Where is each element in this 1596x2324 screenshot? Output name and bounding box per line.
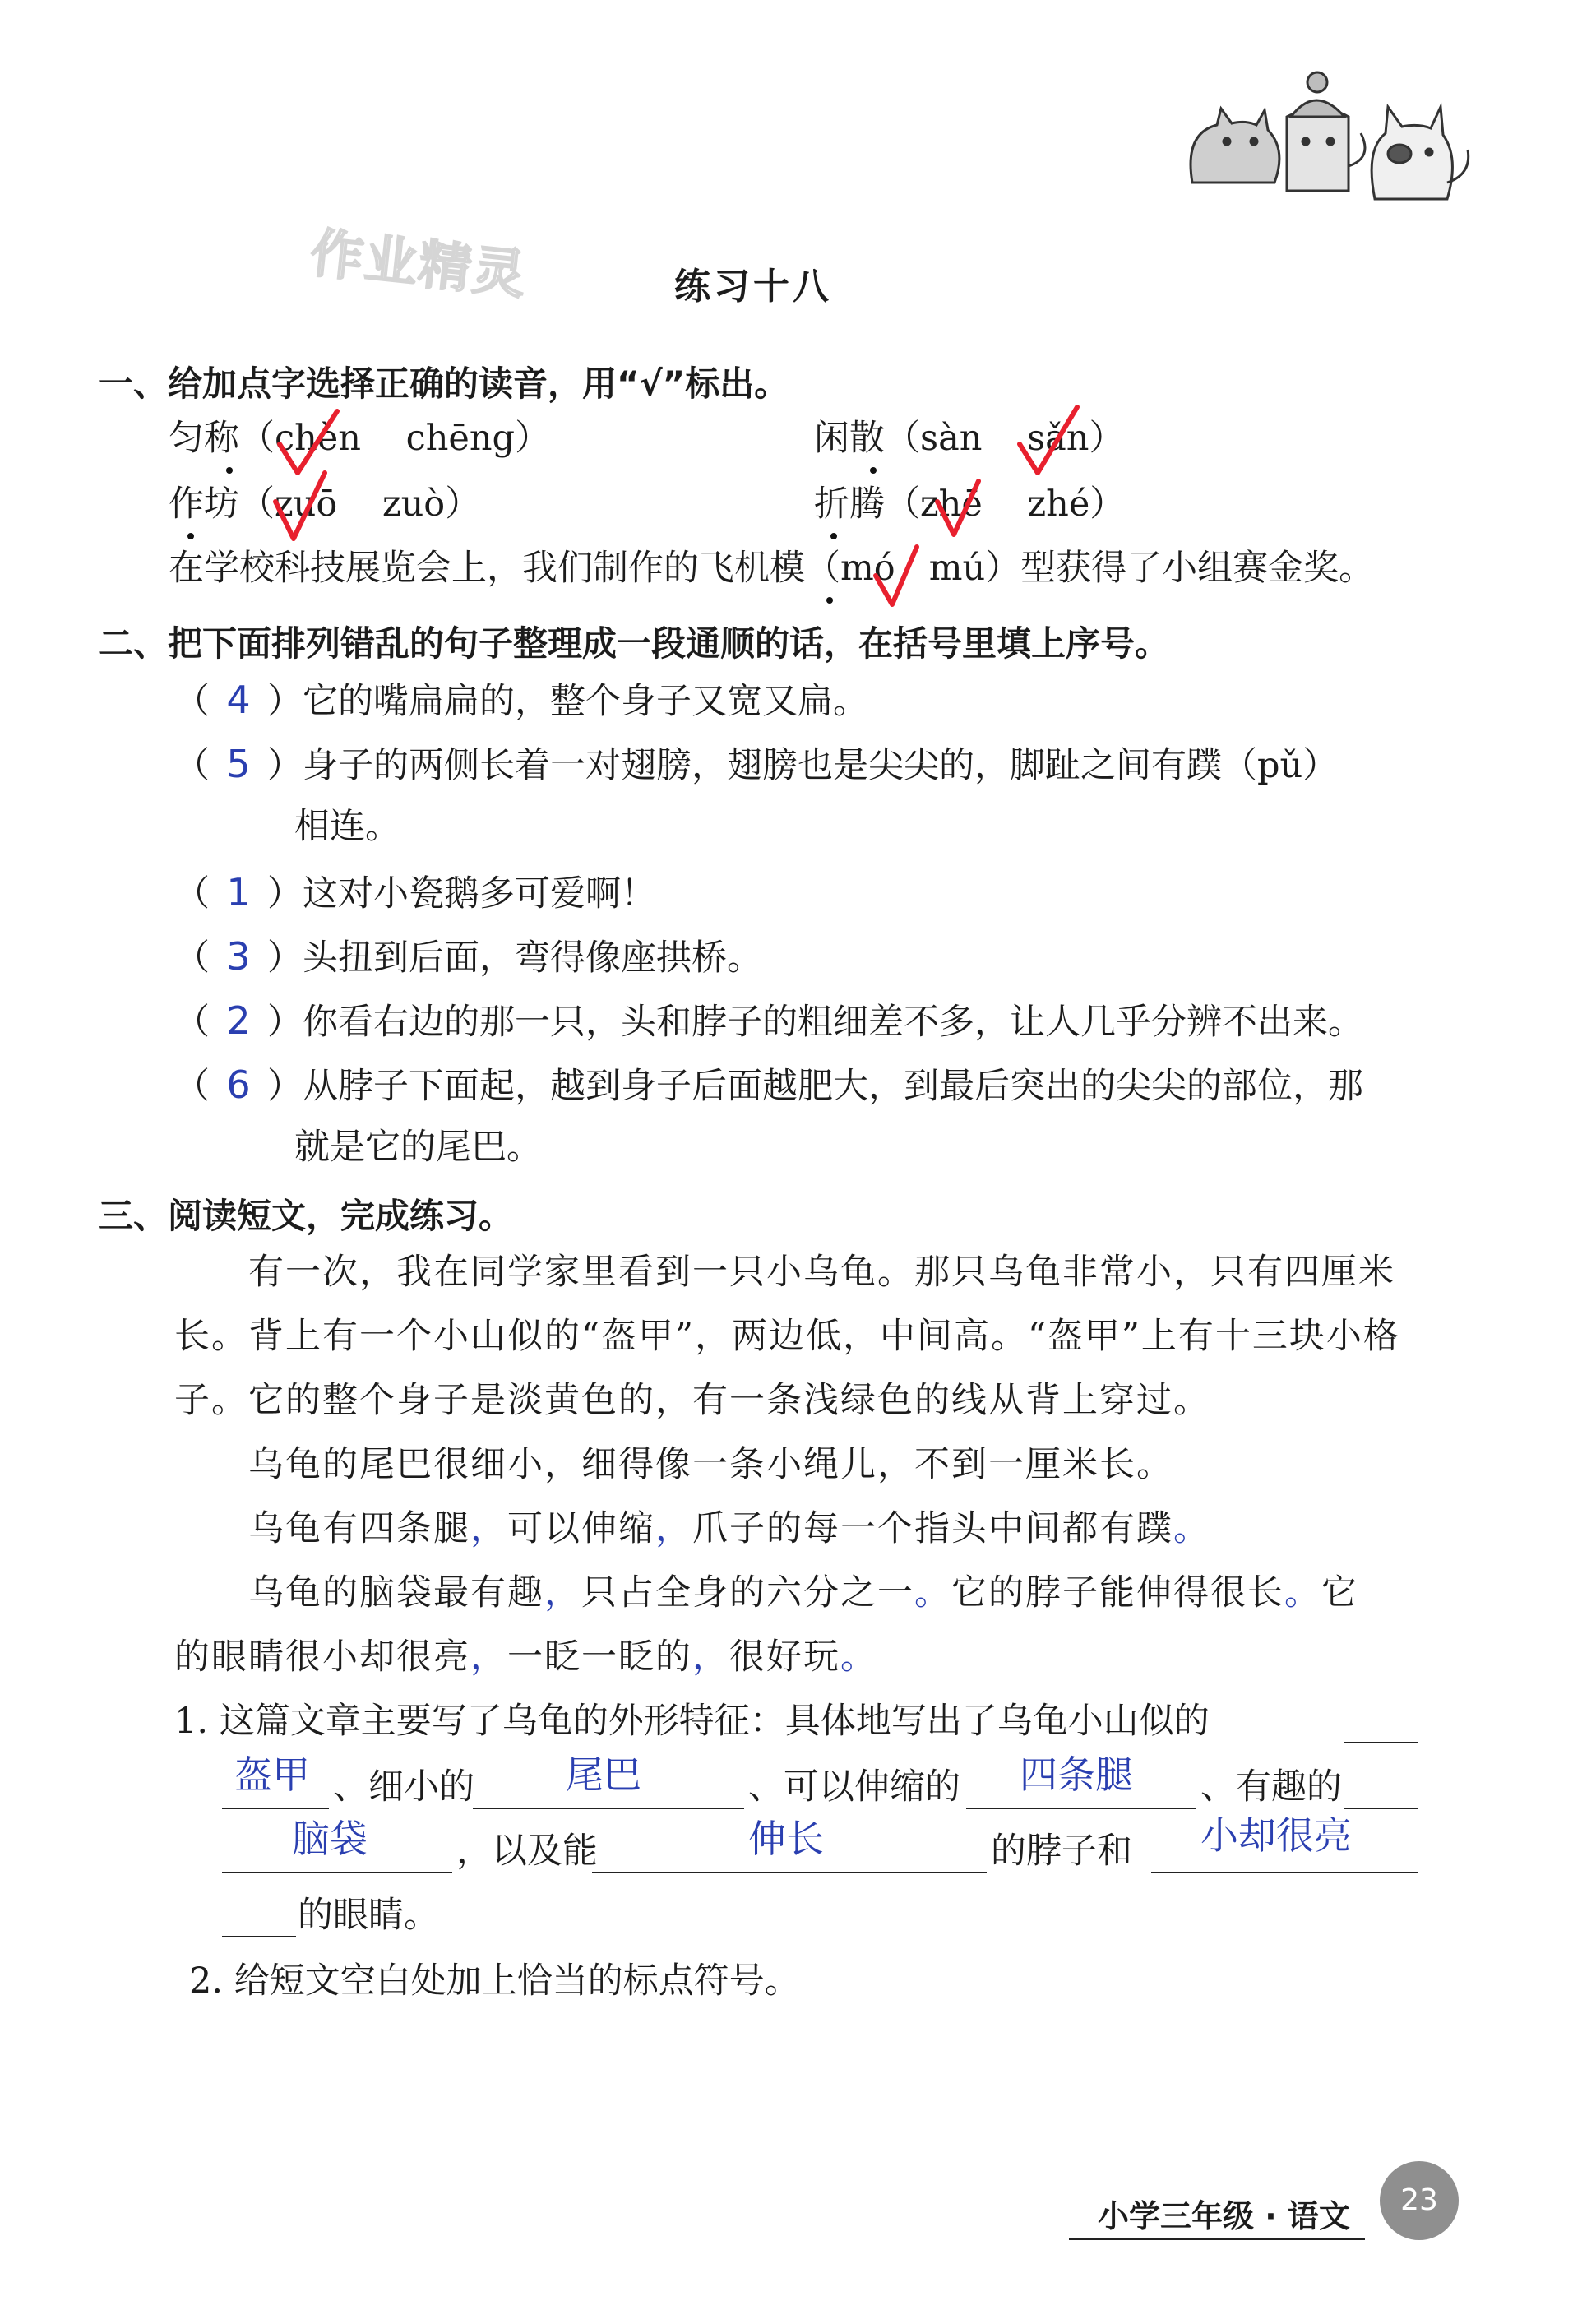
punct-answer: ， <box>470 1637 507 1678</box>
check-mark-icon <box>275 473 325 539</box>
check-mark-icon <box>876 547 917 604</box>
s1-option: zuō <box>275 484 338 525</box>
passage-text: 乌龟的脑袋最有趣 <box>248 1572 544 1613</box>
q1-answer: 四条腿 <box>1020 1752 1133 1797</box>
page-title: 练习十八 <box>674 266 832 308</box>
passage-text: 一眨一眨的 <box>507 1637 692 1678</box>
s2-answer: 6 <box>226 1062 251 1107</box>
punct-answer: 。 <box>1173 1508 1210 1549</box>
check-mark-icon <box>1020 407 1077 473</box>
passage-text: 它 <box>1321 1572 1358 1613</box>
s2-answer: 1 <box>226 870 251 914</box>
s2-item: （ 4 ）它的嘴扁扁的，整个身子又宽又扁。 <box>174 678 868 722</box>
q1-answer: 盔甲 <box>234 1752 310 1797</box>
punct-answer: 。 <box>914 1572 951 1613</box>
s1-row1-left: 匀称（chèn chēng） <box>169 418 551 459</box>
q1-text: ，以及能 <box>456 1831 598 1872</box>
passage-line: 长。背上有一个小山似的“盔甲”，两边低，中间高。“盔甲”上有十三块小格 <box>174 1316 1400 1357</box>
s1-word: 闲散 <box>814 418 885 459</box>
answer-blank <box>966 1808 1196 1809</box>
s2-item: （ 3 ）头扭到后面，弯得像座拱桥。 <box>174 934 762 979</box>
passage-text: 可以伸缩 <box>507 1508 655 1549</box>
s1-option: zhé <box>1027 484 1090 525</box>
s2-item-cont: 相连。 <box>294 806 400 847</box>
q1-answer: 小却很亮 <box>1200 1813 1352 1858</box>
passage-text: 爪子的每一个指头中间都有蹼 <box>692 1508 1173 1549</box>
passage-text: 它的脖子能伸得很长 <box>951 1572 1284 1613</box>
footer-rule <box>1069 2238 1365 2240</box>
s2-item: （ 6 ）从脖子下面起，越到身子后面越肥大，到最后突出的尖尖的部位，那 <box>174 1062 1363 1107</box>
passage-text: 很好玩 <box>729 1637 840 1678</box>
s2-text: 从脖子下面起，越到身子后面越肥大，到最后突出的尖尖的部位，那 <box>303 1066 1363 1107</box>
punct-answer: ， <box>544 1572 581 1613</box>
s1-option: zuò <box>382 484 446 525</box>
s1-word: 匀称 <box>169 418 239 459</box>
section1-heading: 一、给加点字选择正确的读音，用“√”标出。 <box>99 363 789 404</box>
check-mark-icon <box>937 481 978 535</box>
passage-text: 乌龟有四条腿 <box>248 1508 470 1549</box>
s1-word: 折腾 <box>814 484 885 525</box>
punct-answer: ， <box>655 1508 692 1549</box>
s2-item-cont: 就是它的尾巴。 <box>294 1127 542 1168</box>
page-number: 23 <box>1380 2161 1459 2240</box>
answer-blank <box>1151 1872 1418 1873</box>
passage-line <box>248 1572 1358 1615</box>
s1-option: chēng <box>405 418 516 459</box>
s2-answer: 2 <box>226 998 251 1043</box>
s2-text: 身子的两侧长着一对翅膀，翅膀也是尖尖的，脚趾之间有蹼（pǔ） <box>303 745 1339 786</box>
footer-label: 小学三年级 · 语文 <box>1098 2198 1350 2234</box>
passage-text: 的眼睛很小却很亮 <box>174 1637 470 1678</box>
s2-answer: 3 <box>226 934 251 979</box>
s1-option: sǎn <box>1027 418 1089 459</box>
q1-answer: 伸长 <box>748 1817 824 1861</box>
s2-text: 头扭到后面，弯得像座拱桥。 <box>303 937 762 979</box>
q2: 2. 给短文空白处加上恰当的标点符号。 <box>189 1961 800 2002</box>
s1-row2-right: 折腾（zhē zhé） <box>814 484 1126 525</box>
s1-row1-right: 闲散（sàn sǎn） <box>814 418 1125 459</box>
answer-blank <box>222 1872 452 1873</box>
section2-heading: 二、把下面排列错乱的句子整理成一段通顺的话，在括号里填上序号。 <box>99 623 1170 664</box>
punct-answer: ， <box>470 1508 507 1549</box>
check-marks <box>0 0 1596 658</box>
punct-answer: 。 <box>1284 1572 1321 1613</box>
answer-blank <box>1344 1742 1418 1743</box>
q1-answer: 尾巴 <box>566 1752 641 1797</box>
s2-item: （ 1 ）这对小瓷鹅多可爱啊！ <box>174 870 656 914</box>
answer-blank <box>1344 1808 1418 1809</box>
s1-option: sàn <box>920 418 983 459</box>
check-mark-icon <box>280 411 337 473</box>
q1-text: 、可以伸缩的 <box>748 1766 960 1808</box>
s2-text: 它的嘴扁扁的，整个身子又宽又扁。 <box>303 681 868 722</box>
s1-word: 作坊 <box>169 484 239 525</box>
s2-item: （ 5 ）身子的两侧长着一对翅膀，翅膀也是尖尖的，脚趾之间有蹼（pǔ） <box>174 742 1339 786</box>
passage-line: 子。它的整个身子是淡黄色的，有一条浅绿色的线从背上穿过。 <box>174 1380 1210 1421</box>
s1-option: chèn <box>275 418 361 459</box>
s2-answer: 5 <box>226 742 251 786</box>
punct-answer: 。 <box>840 1637 877 1678</box>
s1-sentence-post: 型获得了小组赛金奖。 <box>1020 548 1375 589</box>
section3-heading: 三、阅读短文，完成练习。 <box>99 1196 514 1236</box>
s2-item: （ 2 ）你看右边的那一只，头和脖子的粗细差不多，让人几乎分辨不出来。 <box>174 998 1363 1043</box>
s1-sentence-pre: 在学校科技展览会上，我们制作的飞机模 <box>169 548 805 589</box>
passage-line: 有一次，我在同学家里看到一只小乌龟。那只乌龟非常小，只有四厘米 <box>248 1252 1395 1293</box>
punct-answer: ， <box>692 1637 729 1678</box>
watermark: 作业精灵 <box>308 223 530 307</box>
answer-blank <box>222 1936 296 1937</box>
s1-option: mú <box>928 548 986 589</box>
q1-end: 的眼睛。 <box>298 1895 439 1936</box>
s2-text: 你看右边的那一只，头和脖子的粗细差不多，让人几乎分辨不出来。 <box>303 1002 1363 1043</box>
s1-option: mó <box>840 548 895 589</box>
answer-blank <box>473 1808 744 1809</box>
s1-option: zhē <box>920 484 983 525</box>
q1-text: 、细小的 <box>333 1766 474 1808</box>
q1-line1: 1. 这篇文章主要写了乌龟的外形特征：具体地写出了乌龟小山似的 <box>174 1701 1210 1742</box>
s1-sentence: 在学校科技展览会上，我们制作的飞机模（mó mú）型获得了小组赛金奖。 <box>169 548 1375 589</box>
passage-text: 只占全身的六分之一 <box>581 1572 914 1613</box>
answer-blank <box>592 1872 987 1873</box>
passage-line <box>174 1637 877 1679</box>
q1-text: 、有趣的 <box>1200 1766 1342 1808</box>
s2-text: 这对小瓷鹅多可爱啊！ <box>303 873 656 914</box>
s1-row2-left: 作坊（zuō zuò） <box>169 484 481 525</box>
q1-answer: 脑袋 <box>292 1817 368 1861</box>
passage-line: 乌龟的尾巴很细小，细得像一条小绳儿，不到一厘米长。 <box>248 1444 1173 1485</box>
s2-answer: 4 <box>226 678 251 722</box>
passage-line <box>248 1508 1210 1551</box>
q1-text: 的脖子和 <box>991 1831 1132 1872</box>
